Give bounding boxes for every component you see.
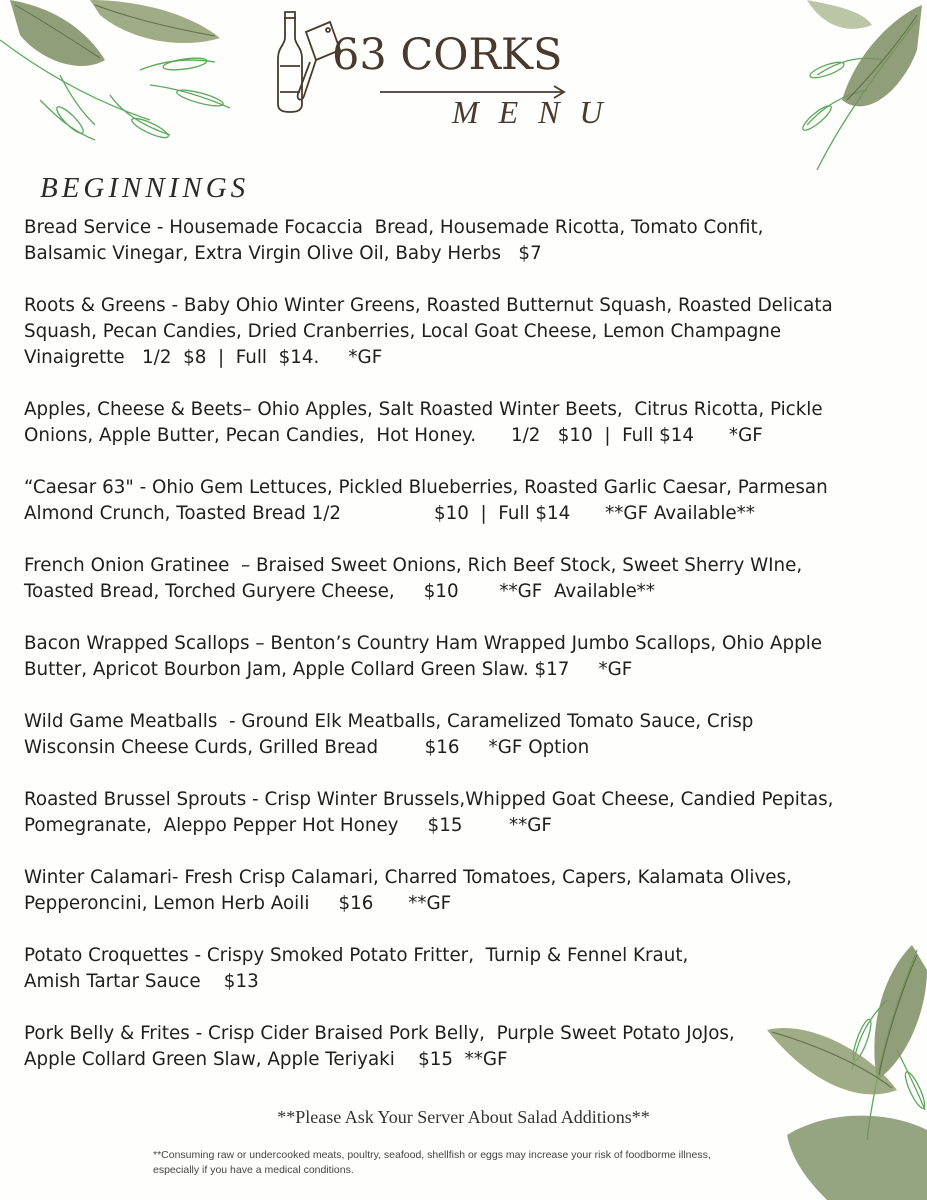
item-line: Potato Croquettes - Crispy Smoked Potato Fritter, Turnip & Fennel Kraut, xyxy=(24,945,689,966)
item-line: Roasted Brussel Sprouts - Crisp Winter Brussels,Whipped Goat Cheese, Candied Pepitas, xyxy=(24,789,834,810)
item-line: Winter Calamari- Fresh Crisp Calamari, Charred Tomatoes, Capers, Kalamata Olives, xyxy=(24,867,792,888)
menu-heading: MENU xyxy=(452,94,623,130)
menu-item-winter-calamari xyxy=(24,865,904,943)
item-line: Pork Belly & Frites - Crisp Cider Braised Pork Belly, Purple Sweet Potato JoJos, xyxy=(24,1023,735,1044)
item-line: Wild Game Meatballs - Ground Elk Meatballs, Caramelized Tomato Sauce, Crisp xyxy=(24,711,754,732)
item-line: Balsamic Vinegar, Extra Virgin Olive Oil, Baby Herbs $7 xyxy=(24,243,542,264)
item-line: Pomegranate, Aleppo Pepper Hot Honey $15 **GF xyxy=(24,815,552,836)
menu-item-apples-cheese-beets xyxy=(24,397,904,475)
food-safety-disclaimer: **Consuming raw or undercooked meats, poultry, seafood, shellfish or eggs may increase your risk of foodborme illness, especially if you have a medical conditions. xyxy=(153,1149,711,1176)
menu-item-bread-service xyxy=(24,215,904,293)
item-line: Onions, Apple Butter, Pecan Candies, Hot Honey. 1/2 $10 | Full $14 *GF xyxy=(24,425,763,446)
item-line: Butter, Apricot Bourbon Jam, Apple Collard Green Slaw. $17 *GF xyxy=(24,659,633,680)
item-line: Almond Crunch, Toasted Bread 1/2 $10 | Full $14 **GF Available** xyxy=(24,503,755,524)
item-line: Toasted Bread, Torched Guryere Cheese, $10 **GF Available** xyxy=(24,581,655,602)
section-title: BEGINNINGS xyxy=(40,172,250,204)
item-line: Wisconsin Cheese Curds, Grilled Bread $16 *GF Option xyxy=(24,737,590,758)
leaves-decoration-bottom-right xyxy=(767,940,927,1200)
leaves-decoration-top-right xyxy=(787,0,927,175)
menu-item-bacon-wrapped-scallops xyxy=(24,631,904,709)
item-line: Amish Tartar Sauce $13 xyxy=(24,971,259,992)
brand-name: 63 CORKS xyxy=(332,30,563,80)
menu-item-french-onion-gratinee xyxy=(24,553,904,631)
leaves-decoration-top-left xyxy=(0,0,240,150)
menu-item-caesar-63 xyxy=(24,475,904,553)
item-line: Bacon Wrapped Scallops – Benton’s Country Ham Wrapped Jumbo Scallops, Ohio Apple xyxy=(24,633,823,654)
menu-item-roots-and-greens xyxy=(24,293,904,397)
item-line: Pepperoncini, Lemon Herb Aoili $16 **GF xyxy=(24,893,452,914)
item-line: French Onion Gratinee – Braised Sweet Onions, Rich Beef Stock, Sweet Sherry WIne, xyxy=(24,555,803,576)
item-line: Bread Service - Housemade Focaccia Bread, Housemade Ricotta, Tomato Confit, xyxy=(24,217,764,238)
item-line: Vinaigrette 1/2 $8 | Full $14. *GF xyxy=(24,347,383,368)
item-line: Squash, Pecan Candies, Dried Cranberries, Local Goat Cheese, Lemon Champagne xyxy=(24,321,782,342)
menu-item-roasted-brussel-sprouts xyxy=(24,787,904,865)
item-line: Apple Collard Green Slaw, Apple Teriyaki $15 **GF xyxy=(24,1049,508,1070)
menu-item-wild-game-meatballs xyxy=(24,709,904,787)
salad-additions-note: **Please Ask Your Server About Salad Additions** xyxy=(277,1107,650,1127)
item-line: “Caesar 63" - Ohio Gem Lettuces, Pickled Blueberries, Roasted Garlic Caesar, Parmesan xyxy=(24,477,828,498)
item-line: Apples, Cheese & Beets– Ohio Apples, Salt Roasted Winter Beets, Citrus Ricotta, Pickle xyxy=(24,399,823,420)
item-line: Roots & Greens - Baby Ohio Winter Greens, Roasted Butternut Squash, Roasted Delicata xyxy=(24,295,833,316)
